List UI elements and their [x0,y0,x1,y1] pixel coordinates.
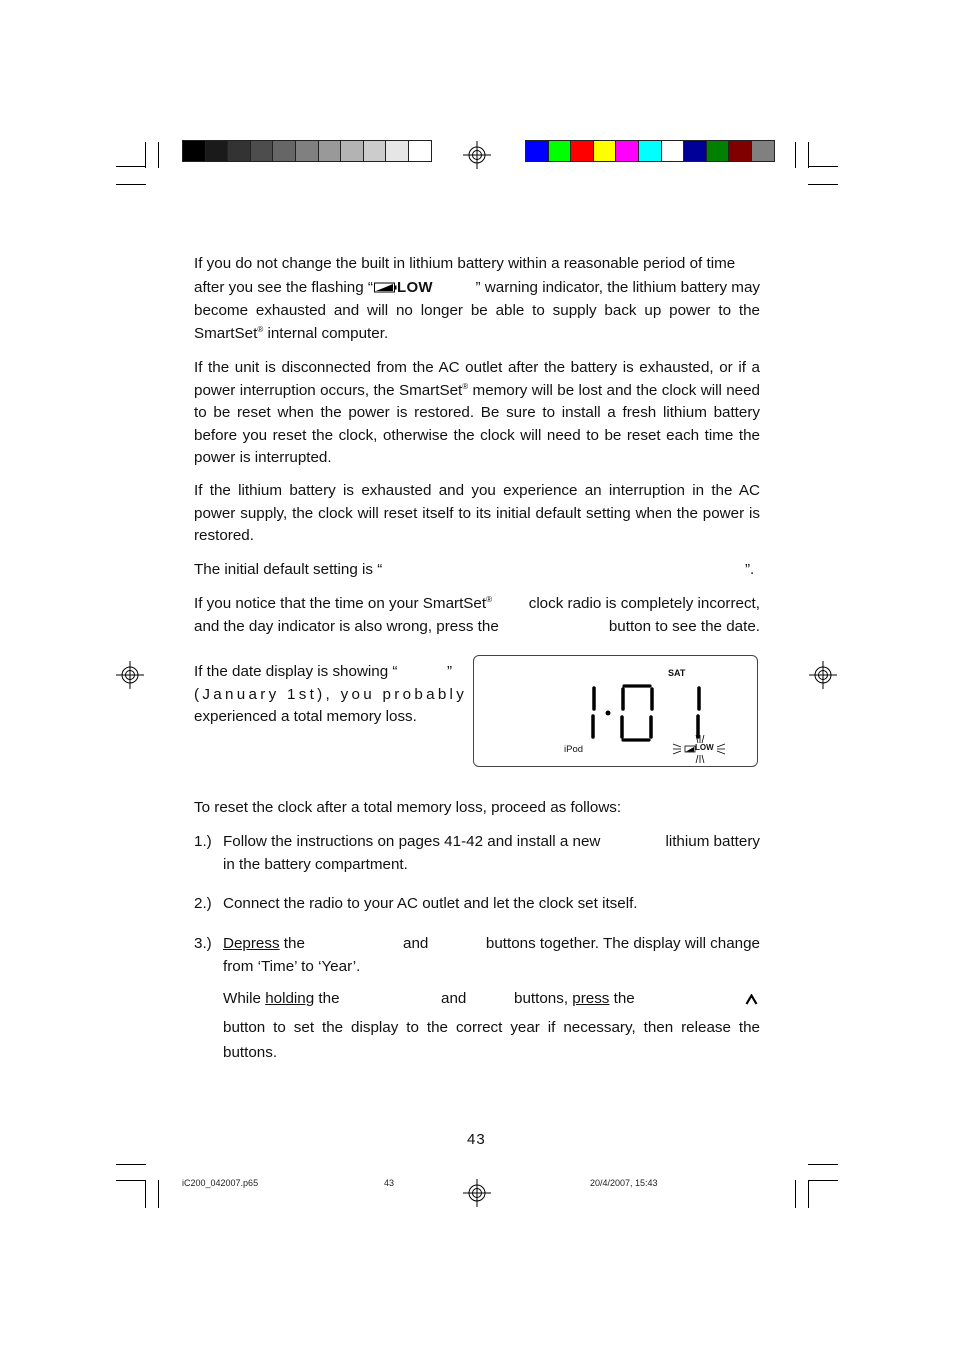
day-indicator: SAT [668,668,686,678]
step-number: 2.) [194,895,212,912]
text-fragment: The initial default setting is “ [194,561,383,578]
text-line: button to set the display to the correct year if necessary, then release the [223,1019,760,1036]
up-arrow-icon [745,994,758,1005]
color-swatch [638,140,662,162]
text-line [223,833,760,850]
text-line: in the battery compartment. [223,856,408,873]
text-line [194,279,760,296]
color-swatch [570,140,594,162]
paragraph-memory-loss [194,357,760,470]
low-label: LOW [396,279,433,296]
paragraph-default-setting [194,561,760,578]
text-line: (January 1st), you probably [194,686,468,703]
text-fragment: While [223,990,266,1007]
text-fragment: buttons, [514,990,573,1007]
battery-icon [374,282,397,293]
text-fragment: the [609,990,635,1007]
color-swatch [250,140,274,162]
text-fragment: clock radio is completely incorrect, [528,595,760,612]
ipod-indicator: iPod [564,744,584,755]
text-fragment: memory will be lost and the clock will need to be reset when the power is restored. Be sure to install a fresh lithium battery before you reset the clock, otherwise the clock will need to be reset each time the power is interrupted. [194,381,760,466]
page-number: 43 [467,1131,486,1148]
color-swatch [385,140,409,162]
color-swatch [751,140,775,162]
text-line [194,325,760,342]
text-fragment: button to see the date. [608,618,760,635]
color-swatch [318,140,342,162]
color-swatch [683,140,707,162]
registration-mark-icon [463,141,491,169]
text-line: Connect the radio to your AC outlet and let the clock set itself. [223,895,638,912]
lcd-low-label: LOW [695,743,714,752]
registered-mark: ® [257,325,264,334]
text-fragment: internal computer. [263,325,389,342]
footer-date: 20/4/2007, 15:43 [590,1178,658,1188]
color-swatch [272,140,296,162]
color-swatch [525,140,549,162]
text-fragment: If you notice that the time on your SmartSet [194,595,487,612]
text-fragment: Depress [223,935,280,952]
text-fragment: SmartSet [194,325,258,342]
battery-low-indicator [374,279,433,296]
color-swatch [227,140,251,162]
color-swatch [408,140,432,162]
registration-mark-icon [116,661,144,689]
text-fragment: holding [265,990,315,1007]
text-fragment: If the unit is disconnected from the AC outlet after the battery is exhausted, or if a power interruption occurs, the SmartSet [194,359,760,399]
text-line: If you do not change the built in lithium battery within a reasonable period of time [194,255,736,272]
color-swatch [182,140,206,162]
text-fragment: ”. [745,561,755,578]
color-swatch [205,140,229,162]
text-line: buttons. [223,1044,278,1061]
color-swatch [661,140,685,162]
color-swatch [593,140,617,162]
text-fragment: and the day indicator is also wrong, press the [194,618,499,635]
text-line: from ‘Time’ to ‘Year’. [223,958,361,975]
step-number: 3.) [194,935,212,952]
text-line [194,595,760,612]
registration-mark-icon [463,1179,491,1207]
text-fragment: buttons together. The display will change [485,935,760,952]
text-fragment: press [572,990,610,1007]
text-fragment: ” [447,663,453,680]
step-number: 1.) [194,833,212,850]
footer-page: 43 [384,1178,395,1188]
text-fragment: If the date display is showing “ [194,663,398,680]
paragraph-reset-default: If the lithium battery is exhausted and you experience an interruption in the AC power supply, the clock will reset itself to its initial default setting when the power is restored. [194,482,760,544]
registration-mark-icon [809,661,837,689]
registered-mark: ® [486,595,492,604]
text-fragment: the [279,935,305,952]
lcd-display [473,655,758,767]
color-swatch [728,140,752,162]
text-line [194,618,760,635]
text-line [223,935,760,955]
text-fragment: the [314,990,340,1007]
text-line: experienced a total memory loss. [194,708,417,725]
registered-mark: ® [462,381,469,391]
text-fragment [194,595,492,612]
footer-filename: iC200_042007.p65 [182,1178,259,1188]
color-swatch [340,140,364,162]
color-swatch [706,140,730,162]
text-fragment: after you see the flashing “ [194,279,373,296]
text-line: become exhausted and will no longer be able to supply back up power to the [194,302,760,319]
text-line [194,663,456,680]
text-fragment: lithium battery [665,833,760,850]
text-fragment: and [403,935,429,952]
text-fragment: Follow the instructions on pages 41-42 and install a new [223,833,601,850]
text-fragment: ” warning indicator, the lithium battery may [475,279,760,296]
text-with-icon [194,279,434,296]
color-swatch [548,140,572,162]
color-swatch [295,140,319,162]
text-line [223,990,760,1010]
reset-intro: To reset the clock after a total memory loss, proceed as follows: [194,799,622,816]
color-swatch [363,140,387,162]
color-swatch [615,140,639,162]
text-fragment: and [441,990,467,1007]
